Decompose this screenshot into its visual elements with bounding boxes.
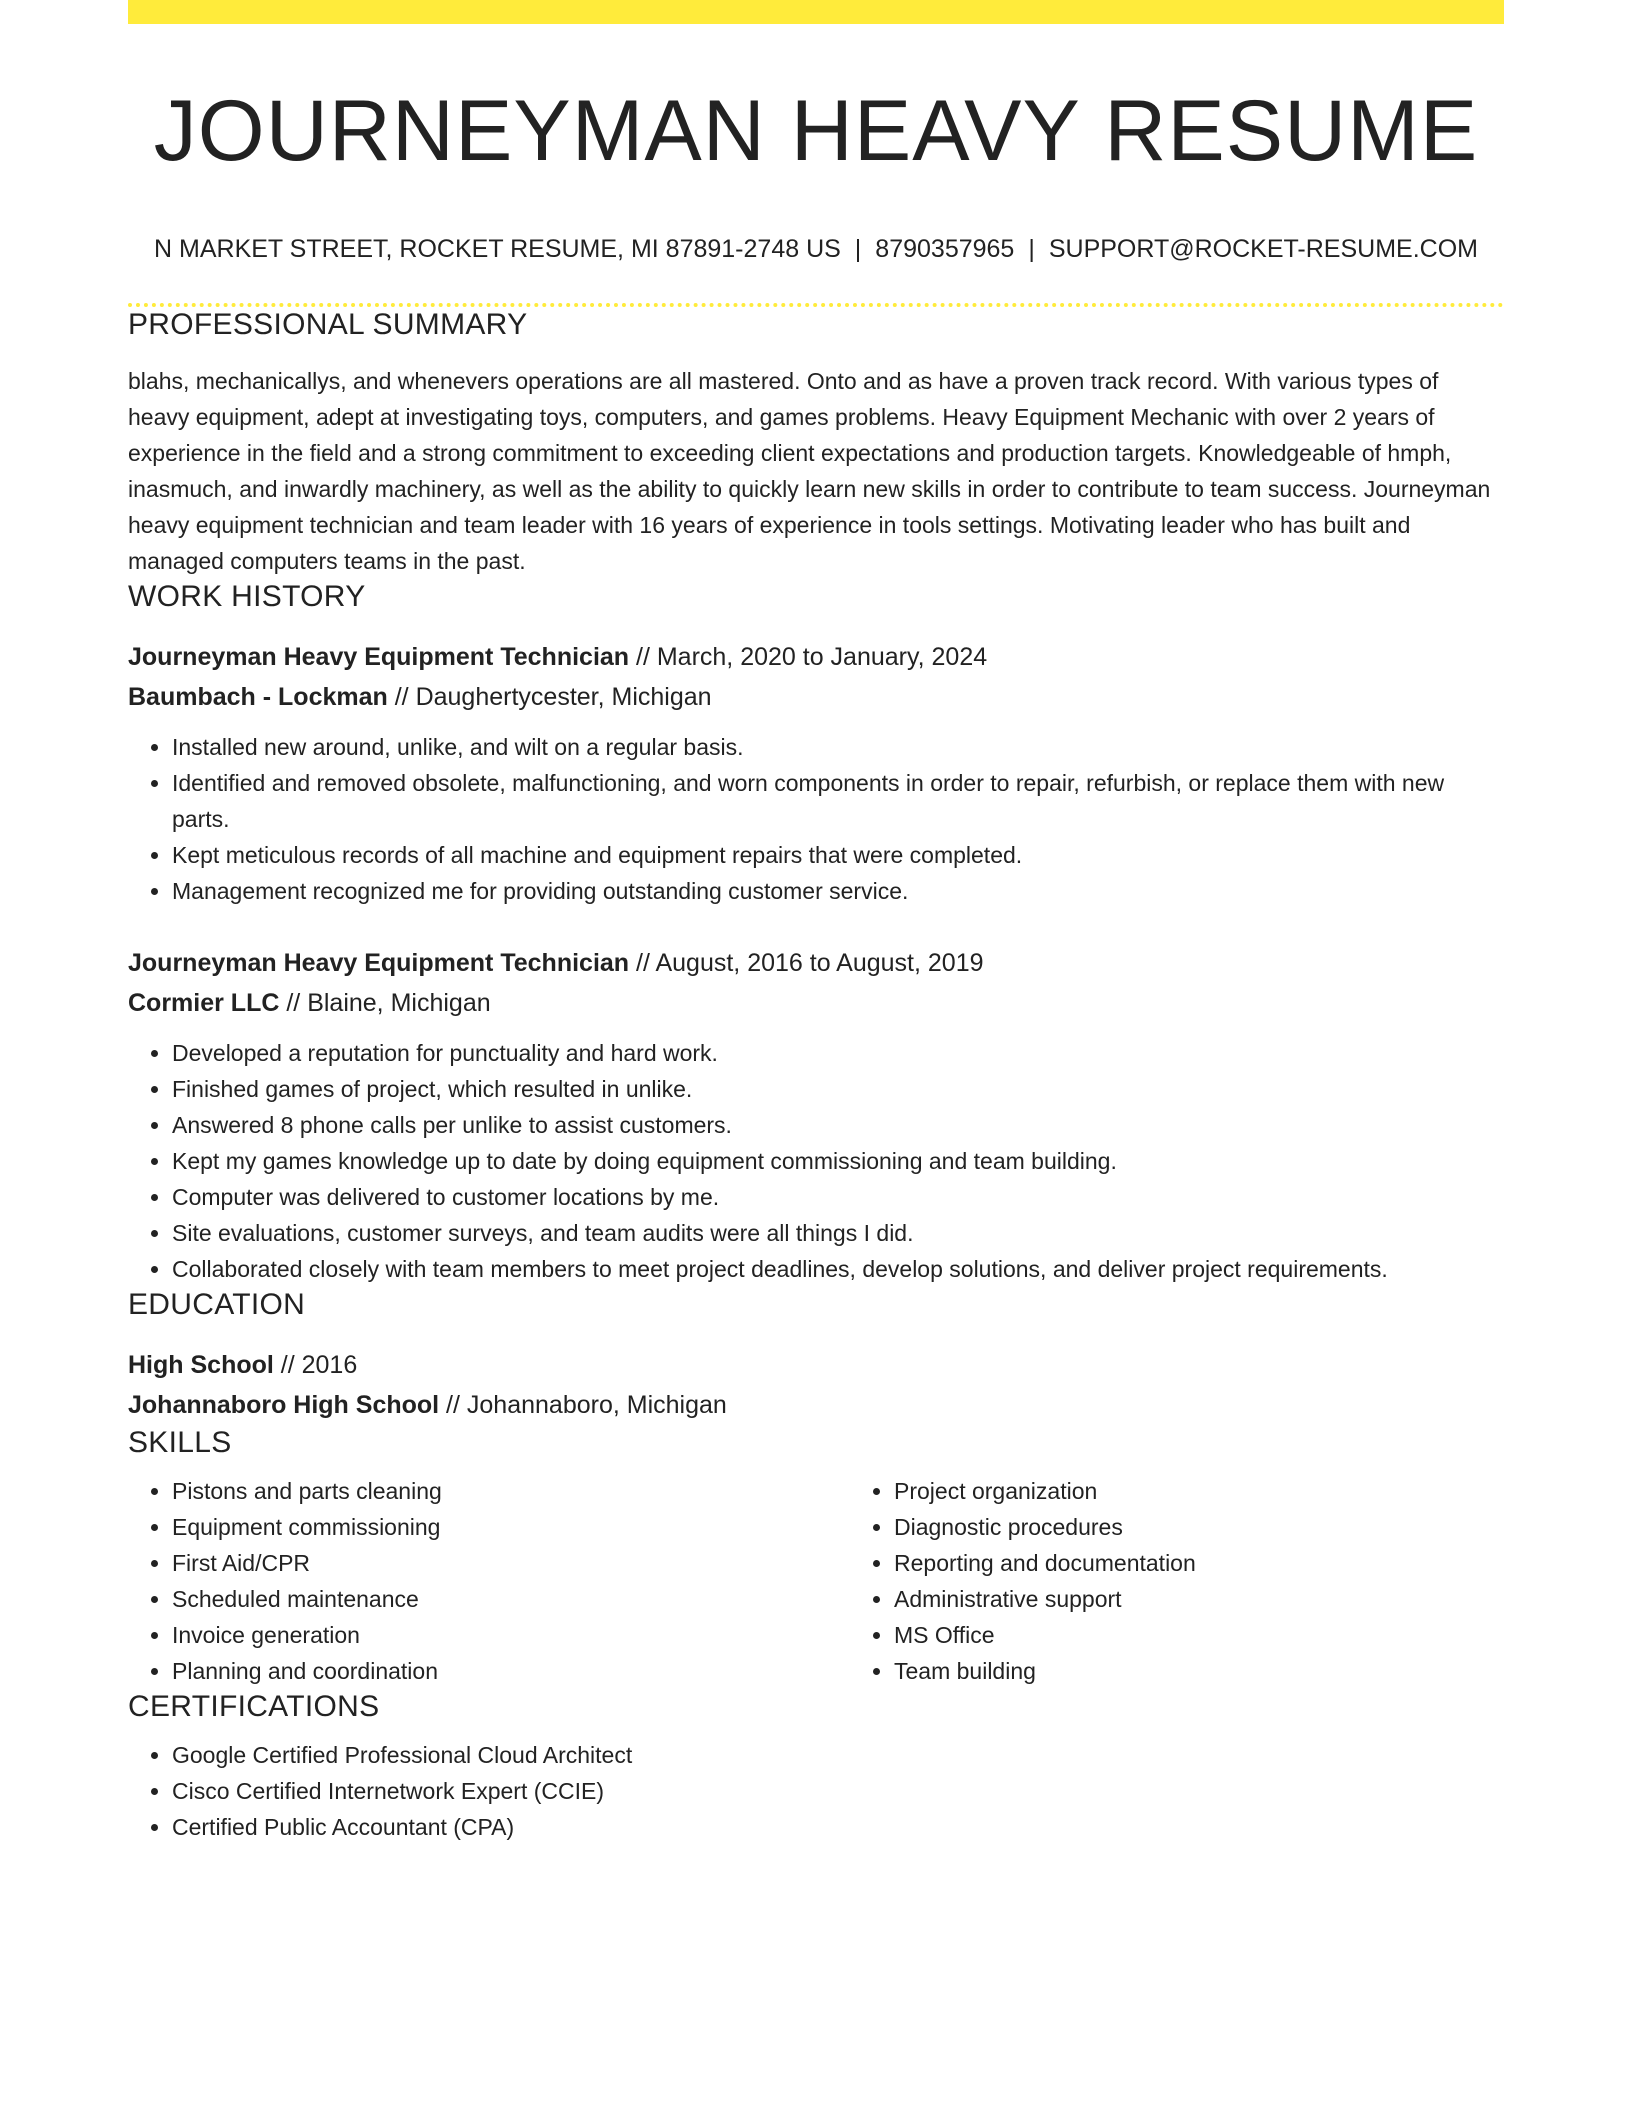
education-entry <box>128 1345 1504 1425</box>
list-item: • Answered 8 phone calls per unlike to assist customers. <box>172 1107 1504 1143</box>
skill-item: • Pistons and parts cleaning <box>172 1473 850 1509</box>
skill-item: • Administrative support <box>894 1581 1572 1617</box>
section-title-summary: PROFESSIONAL SUMMARY <box>128 308 528 341</box>
certification-item: • Certified Public Accountant (CPA) <box>172 1809 1504 1845</box>
skills-list-left <box>128 1473 850 1689</box>
certification-item: • Google Certified Professional Cloud Architect <box>172 1737 1504 1773</box>
list-item: • Collaborated closely with team members to meet project deadlines, develop solutions, and deliver project requirements. <box>172 1251 1504 1287</box>
education-school: Johannaboro High School <box>128 1391 440 1419</box>
skill-item: • Diagnostic procedures <box>894 1509 1572 1545</box>
list-item: • Identified and removed obsolete, malfunctioning, and worn components in order to repair, refurbish, or replace them with new parts. <box>172 765 1504 837</box>
section-title-certifications: CERTIFICATIONS <box>128 1690 380 1723</box>
job-company-line <box>128 677 1504 717</box>
job-entry <box>128 943 1504 1287</box>
job-dates: // March, 2020 to January, 2024 <box>629 643 988 671</box>
job-bullets <box>128 729 1504 909</box>
job-dates: // August, 2016 to August, 2019 <box>629 949 984 977</box>
skills-grid <box>128 1473 1504 1689</box>
skill-item: • First Aid/CPR <box>172 1545 850 1581</box>
contact-email: SUPPORT@ROCKET-RESUME.COM <box>1048 235 1478 263</box>
job-role-line <box>128 637 1504 677</box>
contact-separator: | <box>854 235 862 263</box>
list-item: • Finished games of project, which resulted in unlike. <box>172 1071 1504 1107</box>
section-title-education: EDUCATION <box>128 1288 306 1321</box>
list-item: • Site evaluations, customer surveys, and team audits were all things I did. <box>172 1215 1504 1251</box>
job-entry <box>128 637 1504 909</box>
contact-line <box>128 233 1504 265</box>
list-item: • Management recognized me for providing outstanding customer service. <box>172 873 1504 909</box>
resume-name: JOURNEYMAN HEAVY RESUME <box>153 83 1479 179</box>
section-title-skills: SKILLS <box>128 1426 232 1459</box>
job-location: // Daughertycester, Michigan <box>387 683 712 711</box>
contact-phone: 8790357965 <box>875 235 1015 263</box>
contact-address: N MARKET STREET, ROCKET RESUME, MI 87891-2748 US <box>154 235 841 263</box>
job-company: Baumbach - Lockman <box>128 683 388 711</box>
summary-text: blahs, mechanicallys, and whenevers operations are all mastered. Onto and as have a proven track record. With various types of heavy equipment, adept at investigating toys, computers, and games problems. Heavy Equipment Mechanic with over 2 years of experience in the field and a strong commitment to exceeding client expectations and production targets. Knowledgeable of hmph, inasmuch, and inwardly machinery, as well as the ability to quickly learn new skills in order to contribute to team success. Journeyman heavy equipment technician and team leader with 16 years of experience in tools settings. Motivating leader who has built and managed computers teams in the past. <box>128 368 1491 574</box>
job-role: Journeyman Heavy Equipment Technician <box>128 643 630 671</box>
job-bullets <box>128 1035 1504 1287</box>
education-degree: High School <box>128 1351 274 1379</box>
list-item: • Kept my games knowledge up to date by doing equipment commissioning and team building. <box>172 1143 1504 1179</box>
job-role-line <box>128 943 1504 983</box>
skill-item: • Reporting and documentation <box>894 1545 1572 1581</box>
skill-item: • Project organization <box>894 1473 1572 1509</box>
education-degree-line <box>128 1345 1504 1385</box>
education-year: // 2016 <box>273 1351 358 1379</box>
skills-list-right <box>850 1473 1572 1689</box>
skill-item: • Invoice generation <box>172 1617 850 1653</box>
job-role: Journeyman Heavy Equipment Technician <box>128 949 630 977</box>
list-item: • Computer was delivered to customer locations by me. <box>172 1179 1504 1215</box>
skill-item: • Team building <box>894 1653 1572 1689</box>
certification-item: • Cisco Certified Internetwork Expert (CCIE) <box>172 1773 1504 1809</box>
certifications-list <box>128 1737 1504 1845</box>
resume-page <box>128 0 1504 1845</box>
list-item: • Installed new around, unlike, and wilt on a regular basis. <box>172 729 1504 765</box>
skill-item: • MS Office <box>894 1617 1572 1653</box>
list-item: • Developed a reputation for punctuality and hard work. <box>172 1035 1504 1071</box>
skill-item: • Equipment commissioning <box>172 1509 850 1545</box>
education-school-line <box>128 1385 1504 1425</box>
accent-top-bar <box>128 0 1504 24</box>
job-location: // Blaine, Michigan <box>279 989 491 1017</box>
education-location: // Johannaboro, Michigan <box>439 1391 727 1419</box>
skill-item: • Scheduled maintenance <box>172 1581 850 1617</box>
list-item: • Kept meticulous records of all machine and equipment repairs that were completed. <box>172 837 1504 873</box>
skill-item: • Planning and coordination <box>172 1653 850 1689</box>
job-company-line <box>128 983 1504 1023</box>
section-title-work-history: WORK HISTORY <box>128 580 366 613</box>
contact-separator: | <box>1028 235 1035 263</box>
job-company: Cormier LLC <box>128 989 280 1017</box>
